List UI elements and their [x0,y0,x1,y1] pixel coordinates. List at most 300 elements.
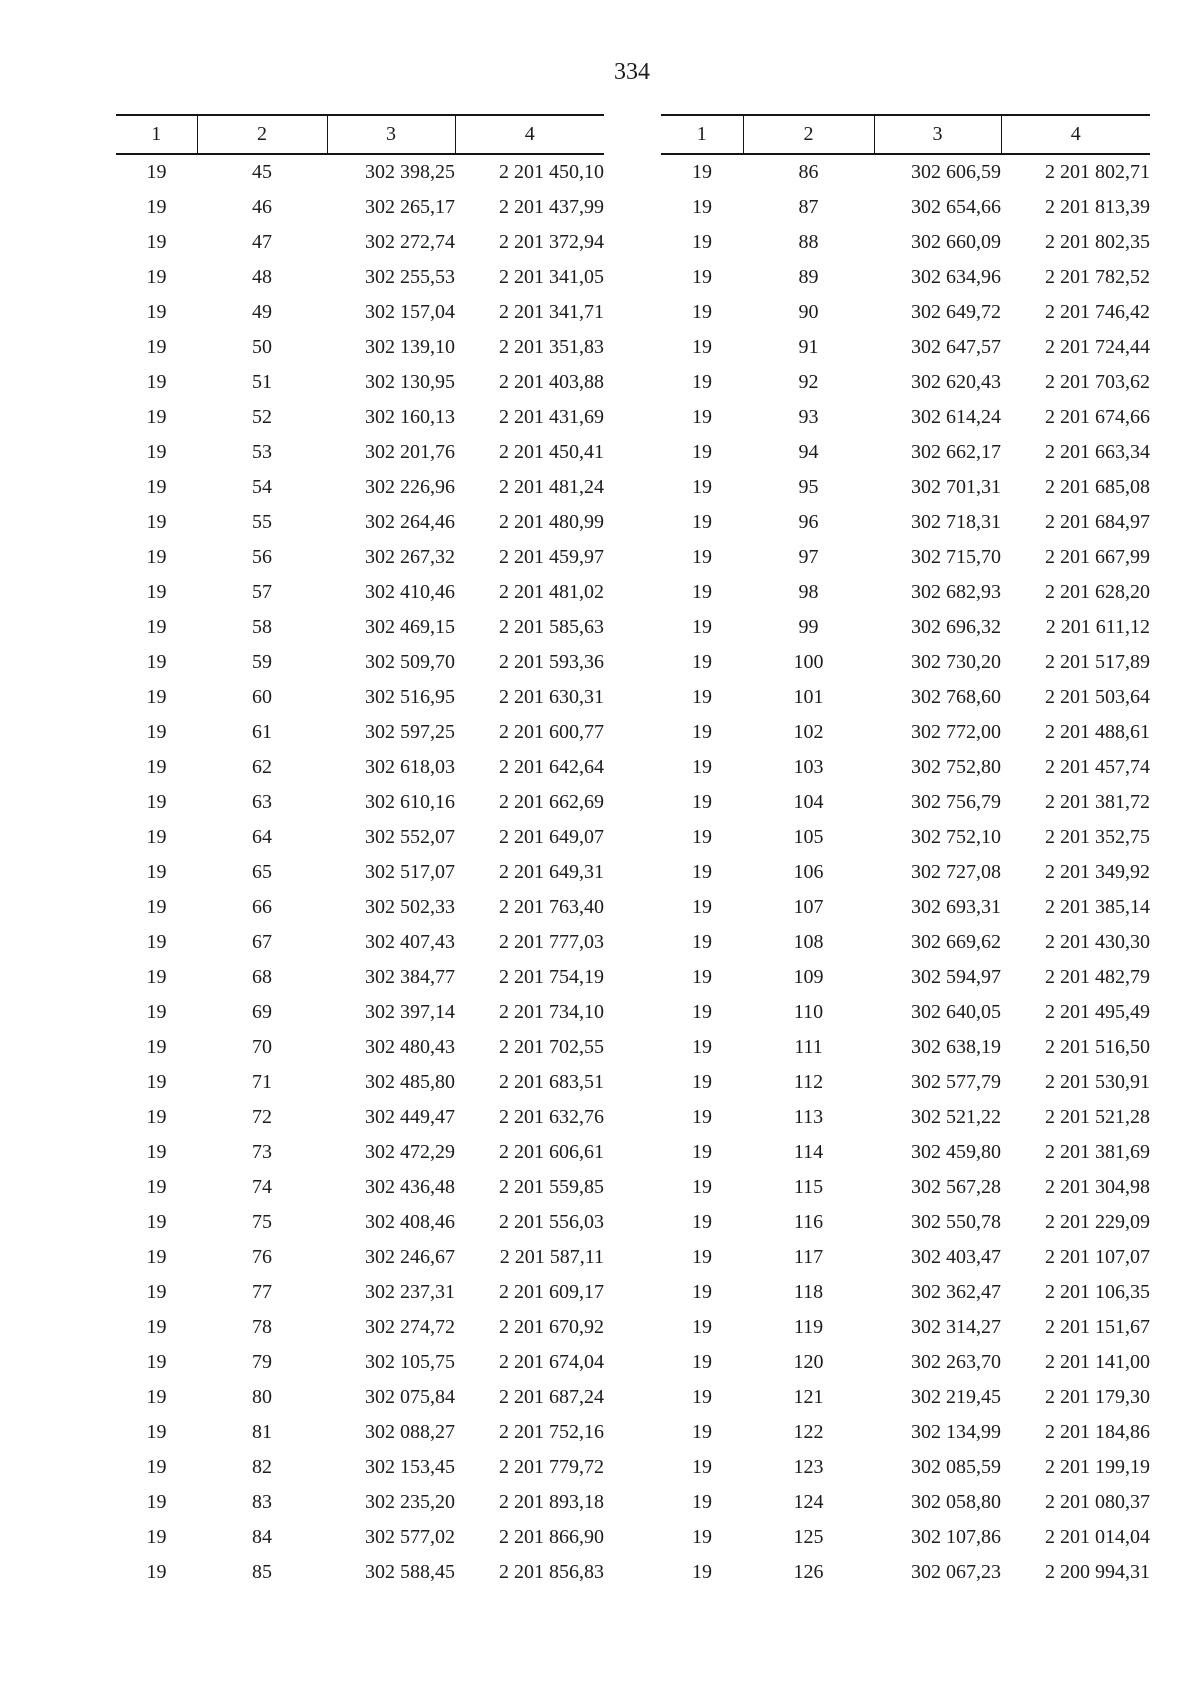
table-cell-col-2: 69 [252,1001,272,1023]
table-row [116,190,604,225]
table-cell-col-3: 302 730,20 [911,651,1001,673]
table-body [116,154,604,1590]
table-row [116,1240,604,1275]
table-cell-col-3: 302 727,08 [911,861,1001,883]
table-cell-col-2: 68 [252,966,272,988]
table-cell-col-2: 90 [798,301,819,323]
table-cell-col-1: 19 [692,896,712,918]
table-cell-col-1: 19 [146,336,167,358]
table-cell-col-2: 102 [793,721,824,743]
table-cell-col-3: 302 756,79 [911,791,1001,813]
table-cell-col-2: 84 [252,1526,272,1548]
table-cell-col-4: 2 201 372,94 [499,231,604,253]
table-cell-col-1: 19 [146,931,167,953]
table-cell-col-2: 95 [798,476,819,498]
table-cell-col-4: 2 201 687,24 [499,1386,604,1408]
table-cell-col-4: 2 201 437,99 [499,196,604,218]
table-header-row [116,115,604,154]
table-cell-col-4: 2 201 341,05 [499,266,604,288]
table-cell-col-3: 302 088,27 [365,1421,455,1443]
table-cell-col-1: 19 [146,1386,167,1408]
table-row [116,470,604,505]
table-cell-col-3: 302 272,74 [365,231,455,253]
table-cell-col-3: 302 397,14 [365,1001,455,1023]
table-cell-col-2: 123 [793,1456,824,1478]
table-row [661,855,1150,890]
table-cell-col-2: 60 [252,686,272,708]
table-cell-col-1: 19 [692,1526,712,1548]
table-cell-col-2: 97 [798,546,819,568]
table-cell-col-1: 19 [146,1456,167,1478]
table-cell-col-3: 302 634,96 [911,266,1001,288]
table-cell-col-3: 302 509,70 [365,651,455,673]
table-cell-col-1: 19 [146,476,167,498]
table-cell-col-2: 79 [252,1351,272,1373]
table-cell-col-1: 19 [146,1526,167,1548]
column-header-4: 4 [455,115,604,154]
table-cell-col-2: 108 [793,931,824,953]
table-cell-col-2: 65 [252,861,272,883]
table-cell-col-4: 2 201 516,50 [1045,1036,1150,1058]
table-cell-col-2: 92 [798,371,819,393]
table-row [661,1485,1150,1520]
table-row [116,715,604,750]
table-cell-col-1: 19 [146,1176,167,1198]
column-header-1: 1 [661,115,743,154]
table-row [661,1170,1150,1205]
table-cell-col-3: 302 682,93 [911,581,1001,603]
table-cell-col-3: 302 669,62 [911,931,1001,953]
table-cell-col-4: 2 201 632,76 [499,1106,604,1128]
table-cell-col-2: 89 [798,266,819,288]
table-row [661,540,1150,575]
table-cell-col-3: 302 620,43 [911,371,1001,393]
table-cell-col-4: 2 201 630,31 [499,686,604,708]
table-cell-col-1: 19 [692,406,712,428]
table-cell-col-3: 302 610,16 [365,791,455,813]
table-cell-col-3: 302 594,97 [911,966,1001,988]
table-cell-col-2: 63 [252,791,272,813]
table-cell-col-1: 19 [692,371,712,393]
table-row [661,470,1150,505]
table-cell-col-1: 19 [146,966,167,988]
table-cell-col-1: 19 [146,826,167,848]
table-cell-col-4: 2 201 385,14 [1045,896,1150,918]
table-cell-col-4: 2 201 431,69 [499,406,604,428]
table-row [661,1065,1150,1100]
table-cell-col-4: 2 201 179,30 [1045,1386,1150,1408]
table-cell-col-2: 57 [252,581,272,603]
table-cell-col-4: 2 201 724,44 [1045,336,1150,358]
table-cell-col-1: 19 [146,721,167,743]
table-cell-col-4: 2 201 530,91 [1045,1071,1150,1093]
table-row [116,154,604,190]
table-cell-col-4: 2 201 763,40 [499,896,604,918]
table-cell-col-4: 2 201 517,89 [1045,651,1150,673]
table-cell-col-1: 19 [692,1001,712,1023]
table-cell-col-1: 19 [692,1386,712,1408]
table-cell-col-3: 302 485,80 [365,1071,455,1093]
table-cell-col-3: 302 647,57 [911,336,1001,358]
table-cell-col-2: 77 [252,1281,272,1303]
table-row [661,960,1150,995]
table-row [116,750,604,785]
table-cell-col-3: 302 058,80 [911,1491,1001,1513]
table-cell-col-1: 19 [692,931,712,953]
table-cell-col-2: 118 [793,1281,824,1303]
table-row [116,890,604,925]
table-cell-col-3: 302 696,32 [911,616,1001,638]
table-cell-col-4: 2 201 106,35 [1045,1281,1150,1303]
table-cell-col-2: 73 [252,1141,272,1163]
table-cell-col-4: 2 201 450,10 [499,161,604,183]
table-cell-col-1: 19 [692,1316,712,1338]
table-row [661,1415,1150,1450]
table-cell-col-2: 53 [252,441,272,463]
table-cell-col-1: 19 [692,1141,712,1163]
table-cell-col-2: 78 [252,1316,272,1338]
table-cell-col-1: 19 [146,1211,167,1233]
column-header-2: 2 [197,115,327,154]
table-cell-col-2: 48 [252,266,272,288]
table-cell-col-4: 2 201 430,30 [1045,931,1150,953]
table-cell-col-1: 19 [692,1456,712,1478]
table-row [661,1520,1150,1555]
table-cell-col-3: 302 235,20 [365,1491,455,1513]
table-row [661,680,1150,715]
table-cell-col-4: 2 201 662,69 [499,791,604,813]
table-cell-col-3: 302 752,10 [911,826,1001,848]
table-cell-col-3: 302 772,00 [911,721,1001,743]
table-cell-col-2: 45 [252,161,272,183]
table-cell-col-1: 19 [146,896,167,918]
table-row [661,225,1150,260]
table-cell-col-1: 19 [146,371,167,393]
table-row [116,820,604,855]
table-cell-col-2: 124 [793,1491,824,1513]
table-cell-col-3: 302 660,09 [911,231,1001,253]
table-cell-col-2: 85 [252,1561,272,1583]
table-cell-col-1: 19 [146,406,167,428]
table-row [116,1275,604,1310]
table-row [116,680,604,715]
table-cell-col-2: 99 [798,616,819,638]
table-cell-col-3: 302 219,45 [911,1386,1001,1408]
table-row [116,1310,604,1345]
table-cell-col-4: 2 201 495,49 [1045,1001,1150,1023]
table-cell-col-3: 302 480,43 [365,1036,455,1058]
table-cell-col-4: 2 201 080,37 [1045,1491,1150,1513]
table-cell-col-1: 19 [146,686,167,708]
table-cell-col-4: 2 201 649,07 [499,826,604,848]
table-cell-col-1: 19 [692,196,712,218]
table-cell-col-2: 74 [252,1176,272,1198]
table-cell-col-3: 302 638,19 [911,1036,1001,1058]
table-cell-col-2: 83 [252,1491,272,1513]
table-cell-col-3: 302 398,25 [365,161,455,183]
table-cell-col-3: 302 718,31 [911,511,1001,533]
table-cell-col-3: 302 606,59 [911,161,1001,183]
table-row [661,260,1150,295]
table-row [116,925,604,960]
table-cell-col-2: 116 [793,1211,824,1233]
table-cell-col-1: 19 [146,616,167,638]
table-cell-col-1: 19 [146,1491,167,1513]
table-cell-col-1: 19 [146,1421,167,1443]
table-cell-col-4: 2 201 611,12 [1045,616,1150,638]
table-row [116,575,604,610]
table-cell-col-1: 19 [692,966,712,988]
table-cell-col-1: 19 [692,231,712,253]
table-cell-col-2: 86 [798,161,819,183]
table-cell-col-3: 302 157,04 [365,301,455,323]
table-cell-col-4: 2 201 667,99 [1045,546,1150,568]
table-row [116,295,604,330]
table-cell-col-1: 19 [146,511,167,533]
table-cell-col-4: 2 201 014,04 [1045,1526,1150,1548]
table-row [661,925,1150,960]
coordinates-table-left [116,114,604,1590]
table-cell-col-3: 302 267,32 [365,546,455,568]
table-cell-col-1: 19 [146,581,167,603]
table-cell-col-4: 2 201 229,09 [1045,1211,1150,1233]
table-row [661,1555,1150,1590]
table-cell-col-1: 19 [692,161,712,183]
table-row [116,995,604,1030]
table-cell-col-2: 96 [798,511,819,533]
table-cell-col-3: 302 597,25 [365,721,455,743]
table-row [116,365,604,400]
table-cell-col-1: 19 [146,651,167,673]
table-cell-col-4: 2 201 663,34 [1045,441,1150,463]
table-cell-col-3: 302 715,70 [911,546,1001,568]
table-cell-col-2: 88 [798,231,819,253]
table-cell-col-4: 2 201 481,02 [499,581,604,603]
table-cell-col-2: 94 [798,441,819,463]
table-cell-col-3: 302 662,17 [911,441,1001,463]
table-cell-col-2: 81 [252,1421,272,1443]
table-cell-col-4: 2 201 685,08 [1045,476,1150,498]
table-cell-col-1: 19 [692,476,712,498]
table-row [116,1415,604,1450]
table-cell-col-4: 2 201 151,67 [1045,1316,1150,1338]
table-cell-col-4: 2 201 341,71 [499,301,604,323]
table-cell-col-4: 2 201 352,75 [1045,826,1150,848]
table-cell-col-4: 2 201 488,61 [1045,721,1150,743]
table-cell-col-1: 19 [146,546,167,568]
table-cell-col-4: 2 201 703,62 [1045,371,1150,393]
table-cell-col-4: 2 201 480,99 [499,511,604,533]
table-body [661,154,1150,1590]
table-cell-col-2: 104 [793,791,824,813]
table-cell-col-1: 19 [692,266,712,288]
table-cell-col-1: 19 [692,1281,712,1303]
table-cell-col-1: 19 [692,791,712,813]
table-cell-col-1: 19 [146,1036,167,1058]
table-cell-col-1: 19 [692,546,712,568]
table-cell-col-2: 59 [252,651,272,673]
table-cell-col-3: 302 516,95 [365,686,455,708]
table-cell-col-4: 2 201 609,17 [499,1281,604,1303]
table-cell-col-4: 2 201 184,86 [1045,1421,1150,1443]
table-cell-col-1: 19 [146,1001,167,1023]
table-cell-col-1: 19 [692,826,712,848]
table-cell-col-1: 19 [146,1071,167,1093]
table-cell-col-1: 19 [692,1561,712,1583]
table-cell-col-2: 121 [793,1386,824,1408]
table-cell-col-4: 2 201 866,90 [499,1526,604,1548]
table-row [661,435,1150,470]
table-cell-col-4: 2 201 746,42 [1045,301,1150,323]
table-cell-col-1: 19 [692,1176,712,1198]
table-cell-col-2: 58 [252,616,272,638]
table-row [116,785,604,820]
table-cell-col-2: 64 [252,826,272,848]
table-row [661,1205,1150,1240]
table-cell-col-4: 2 201 670,92 [499,1316,604,1338]
table-cell-col-1: 19 [692,1071,712,1093]
table-cell-col-3: 302 552,07 [365,826,455,848]
table-cell-col-4: 2 201 587,11 [499,1246,604,1268]
table-cell-col-1: 19 [146,1316,167,1338]
table-row [661,1345,1150,1380]
table-cell-col-2: 103 [793,756,824,778]
table-row [661,575,1150,610]
table-row [116,225,604,260]
table-cell-col-4: 2 201 459,97 [499,546,604,568]
table-cell-col-3: 302 649,72 [911,301,1001,323]
table-row [116,400,604,435]
table-cell-col-1: 19 [692,441,712,463]
table-cell-col-1: 19 [692,301,712,323]
table-cell-col-2: 106 [793,861,824,883]
table-cell-col-4: 2 201 107,07 [1045,1246,1150,1268]
table-row [116,1100,604,1135]
table-cell-col-3: 302 075,84 [365,1386,455,1408]
table-row [116,1170,604,1205]
table-cell-col-4: 2 201 802,71 [1045,161,1150,183]
table-cell-col-3: 302 577,79 [911,1071,1001,1093]
table-cell-col-2: 56 [252,546,272,568]
table-cell-col-3: 302 436,48 [365,1176,455,1198]
table-cell-col-2: 52 [252,406,272,428]
table-cell-col-4: 2 201 304,98 [1045,1176,1150,1198]
table-cell-col-3: 302 265,17 [365,196,455,218]
table-cell-col-1: 19 [692,756,712,778]
table-row [661,154,1150,190]
table-row [116,435,604,470]
table-cell-col-3: 302 614,24 [911,406,1001,428]
table-cell-col-3: 302 472,29 [365,1141,455,1163]
table-row [661,330,1150,365]
table-cell-col-1: 19 [146,231,167,253]
table-row [661,1240,1150,1275]
table-cell-col-3: 302 264,46 [365,511,455,533]
table-cell-col-1: 19 [146,791,167,813]
table-cell-col-4: 2 201 381,72 [1045,791,1150,813]
table-row [116,1485,604,1520]
table-row [661,1030,1150,1065]
table-cell-col-2: 111 [794,1036,823,1058]
table-row [661,820,1150,855]
table-cell-col-1: 19 [692,581,712,603]
table-cell-col-4: 2 201 674,04 [499,1351,604,1373]
table-cell-col-2: 50 [252,336,272,358]
table-row [661,785,1150,820]
table-cell-col-2: 75 [252,1211,272,1233]
table-row [116,540,604,575]
table-cell-col-3: 302 768,60 [911,686,1001,708]
column-header-2: 2 [743,115,874,154]
table-cell-col-2: 109 [793,966,824,988]
table-cell-col-4: 2 201 628,20 [1045,581,1150,603]
table-cell-col-1: 19 [146,266,167,288]
table-cell-col-3: 302 407,43 [365,931,455,953]
table-cell-col-2: 119 [793,1316,824,1338]
table-row [661,505,1150,540]
table-cell-col-2: 125 [793,1526,824,1548]
table-cell-col-3: 302 105,75 [365,1351,455,1373]
table-row [661,890,1150,925]
table-cell-col-3: 302 274,72 [365,1316,455,1338]
column-header-4: 4 [1001,115,1150,154]
table-row [661,1100,1150,1135]
table-cell-col-2: 110 [793,1001,824,1023]
table-cell-col-4: 2 201 559,85 [499,1176,604,1198]
table-cell-col-2: 49 [252,301,272,323]
table-cell-col-4: 2 201 450,41 [499,441,604,463]
table-cell-col-2: 101 [793,686,824,708]
table-cell-col-4: 2 201 141,00 [1045,1351,1150,1373]
table-cell-col-1: 19 [692,1421,712,1443]
table-cell-col-4: 2 201 403,88 [499,371,604,393]
table-cell-col-1: 19 [692,511,712,533]
table-cell-col-3: 302 085,59 [911,1456,1001,1478]
table-cell-col-2: 115 [793,1176,824,1198]
table-cell-col-4: 2 201 752,16 [499,1421,604,1443]
table-row [116,1520,604,1555]
table-cell-col-4: 2 201 856,83 [499,1561,604,1583]
table-row [116,1450,604,1485]
table-row [116,1345,604,1380]
table-cell-col-2: 93 [798,406,819,428]
table-row [661,645,1150,680]
table-cell-col-2: 55 [252,511,272,533]
table-row [661,610,1150,645]
table-cell-col-4: 2 201 893,18 [499,1491,604,1513]
table-cell-col-3: 302 160,13 [365,406,455,428]
table-cell-col-1: 19 [692,1491,712,1513]
table-cell-col-4: 2 201 381,69 [1045,1141,1150,1163]
table-cell-col-4: 2 201 674,66 [1045,406,1150,428]
table-cell-col-2: 80 [252,1386,272,1408]
table-cell-col-2: 62 [252,756,272,778]
table-row [116,645,604,680]
table-cell-col-3: 302 246,67 [365,1246,455,1268]
table-cell-col-1: 19 [146,1281,167,1303]
table-cell-col-2: 46 [252,196,272,218]
table-cell-col-3: 302 640,05 [911,1001,1001,1023]
table-cell-col-3: 302 153,45 [365,1456,455,1478]
table-cell-col-2: 61 [252,721,272,743]
table-row [116,505,604,540]
table-cell-col-1: 19 [146,1246,167,1268]
table-cell-col-3: 302 255,53 [365,266,455,288]
table-cell-col-2: 82 [252,1456,272,1478]
table-row [661,715,1150,750]
table-cell-col-3: 302 469,15 [365,616,455,638]
table-cell-col-3: 302 314,27 [911,1316,1001,1338]
